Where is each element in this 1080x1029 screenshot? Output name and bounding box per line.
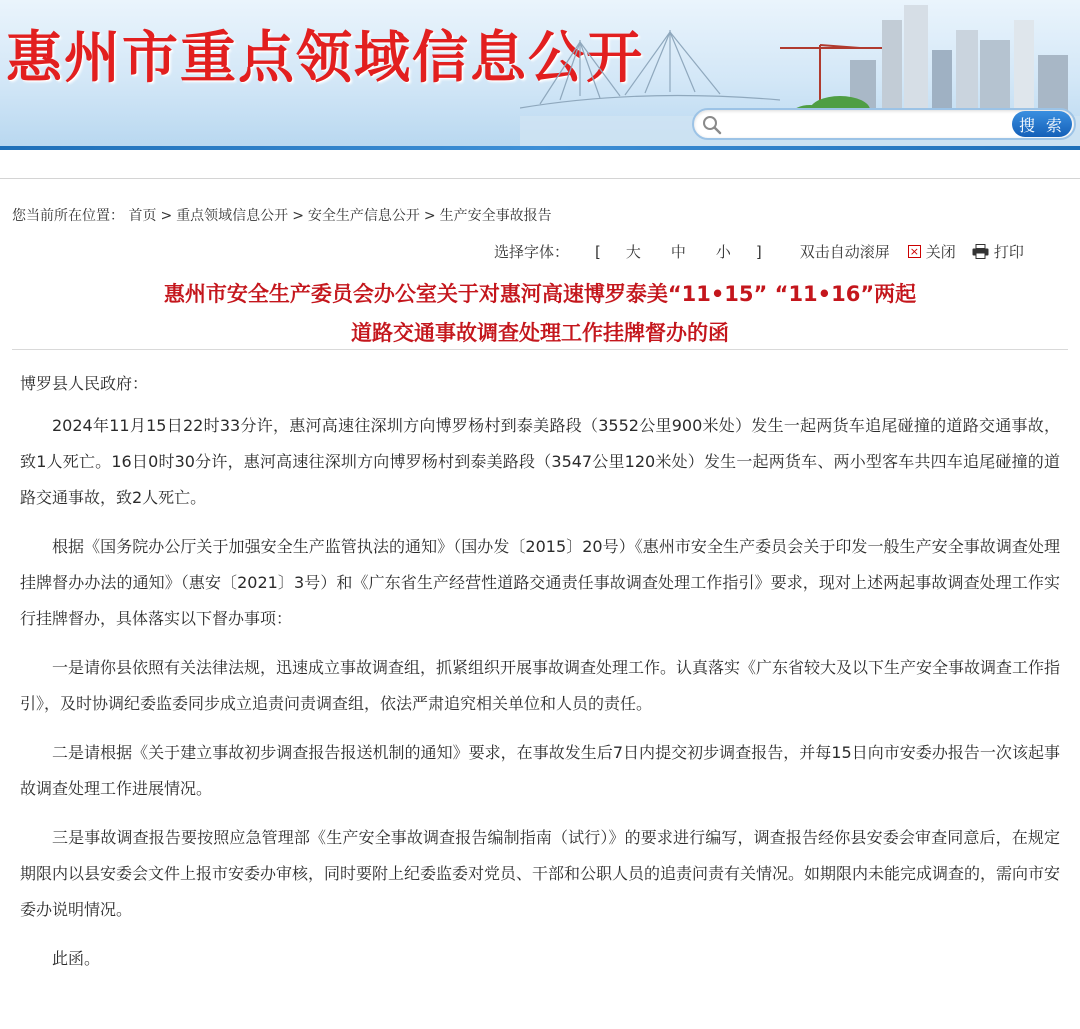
article-paragraph: 此函。 — [52, 949, 101, 968]
article-paragraph: 一是请你县依照有关法律法规，迅速成立事故调查组，抓紧组织开展事故调查处理工作。认真落实《广东省较大及以下生产安全事故调查工作指引》，及时协调纪委监委同步成立追责问责调查组，依法严肃追究相关单位和人员的责任。 — [20, 658, 1061, 713]
article-paragraph: 二是请根据《关于建立事故初步调查报告报送机制的通知》要求，在事故发生后7日内提交初步调查报告，并每15日向市安委办报告一次该起事故调查处理工作进展情况。 — [20, 743, 1060, 798]
print-button[interactable] — [972, 241, 1024, 262]
breadcrumb-link-home[interactable]: 首页 — [128, 208, 157, 224]
article-toolbar — [494, 241, 1024, 262]
article-title-line-2: 道路交通事故调查处理工作挂牌督办的函 — [351, 321, 729, 345]
banner-divider — [0, 146, 1080, 150]
font-medium-button[interactable]: 中 — [670, 243, 686, 261]
article-body — [20, 366, 1060, 990]
article-title — [0, 275, 1080, 353]
font-select-label: 选择字体： — [494, 243, 570, 261]
printer-icon — [972, 244, 989, 259]
close-icon: × — [909, 245, 919, 258]
article-salutation: 博罗县人民政府： — [20, 374, 149, 393]
search-icon — [702, 115, 722, 135]
font-bracket-open: [ — [595, 242, 601, 261]
title-divider — [12, 349, 1068, 350]
breadcrumb-separator: > — [292, 208, 304, 224]
breadcrumb-link-key-areas[interactable]: 重点领域信息公开 — [176, 208, 289, 224]
site-banner — [0, 0, 1080, 146]
content-area — [0, 178, 1080, 1029]
article-paragraph: 根据《国务院办公厅关于加强安全生产监管执法的通知》（国办发〔2015〕20号）《惠州市安全生产委员会关于印发一般生产安全事故调查处理挂牌督办办法的通知》（惠安〔2021〕3号）和《广东省生产经营性道路交通责任事故调查处理工作指引》要求，现对上述两起事故调查处理工作实行挂牌督办，具体落实以下督办事项： — [20, 537, 1060, 628]
close-label: 关闭 — [925, 243, 956, 261]
search-box — [692, 108, 1076, 140]
breadcrumb-prefix: 您当前所在位置： — [12, 208, 124, 224]
breadcrumb-separator: > — [160, 208, 173, 224]
font-bracket-close: ] — [755, 242, 762, 261]
breadcrumb — [12, 205, 552, 225]
close-button[interactable] — [908, 241, 956, 262]
article-paragraph: 三是事故调查报告要按照应急管理部《生产安全事故调查报告编制指南（试行）》的要求进行编写，调查报告经你县安委会审查同意后，在规定期限内以县安委会文件上报市安委办审核，同时要附上纪委监委对党员、干部和公职人员的追责问责有关情况。如期限内未能完成调查的，需向市安委办说明情况。 — [20, 828, 1061, 919]
article-paragraph: 2024年11月15日22时33分许，惠河高速往深圳方向博罗杨村到泰美路段（3552公里900米处）发生一起两货车追尾碰撞的道路交通事故，致1人死亡。16日0时30分许，惠河高速往深圳方向博罗杨村到泰美路段（3547公里120米处）发生一起两货车、两小型客车共四车追尾碰撞的道路交通事故，致2人死亡。 — [20, 416, 1060, 507]
font-large-button[interactable]: 大 — [625, 243, 641, 261]
site-title: 惠州市重点领域信息公开 — [6, 26, 644, 91]
print-label: 打印 — [993, 243, 1024, 261]
article-title-line-1: 惠州市安全生产委员会办公室关于对惠河高速博罗泰美“11•15” “11•16”两起 — [163, 282, 917, 306]
breadcrumb-link-accident-report[interactable]: 生产安全事故报告 — [439, 208, 552, 224]
search-button[interactable]: 搜 索 — [1012, 111, 1072, 137]
breadcrumb-link-safety-info[interactable]: 安全生产信息公开 — [307, 208, 420, 224]
search-input[interactable] — [728, 114, 998, 134]
font-small-button[interactable]: 小 — [715, 243, 731, 261]
auto-scroll-button[interactable]: 双击自动滚屏 — [799, 243, 890, 261]
breadcrumb-separator: > — [423, 208, 436, 224]
